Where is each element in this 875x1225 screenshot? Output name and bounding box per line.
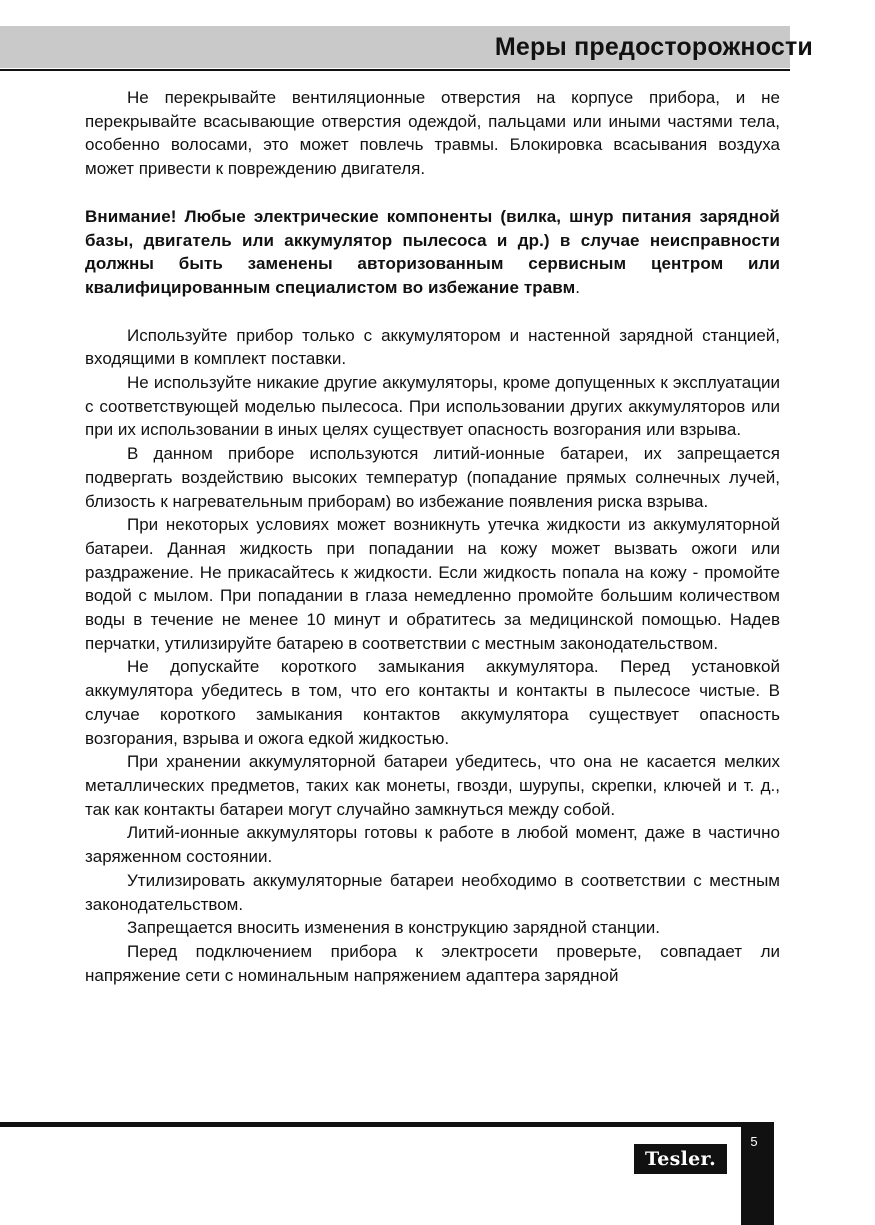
tesler-logo: Tesler. [634,1144,727,1174]
footer-divider [0,1122,742,1127]
paragraph-storage: При хранении аккумуляторной батареи убедитесь, что она не касается мелких металлических предметов, таких как монеты, гвозди, шурупы, скрепки, ключей и т. д., так как контакты батареи могут случайно замкнуться между собой. [85,752,780,819]
warning-text: Внимание! Любые электрические компоненты (вилка, шнур питания зарядной базы, двигатель или аккумулятор пылесоса и др.) в случае неисправности должны быть заменены авторизованным сервисным центром или квалифицированным специалистом во избежание травм [85,206,780,297]
warning-paragraph: Внимание! Любые электрические компоненты (вилка, шнур питания зарядной базы, двигатель или аккумулятор пылесоса и др.) в случае неисправности должны быть заменены авторизованным сервисным центром или квалифицированным специалистом во избежание травм. [85,206,780,297]
paragraph-voltage-check: Перед подключением прибора к электросети проверьте, совпадает ли напряжение сети с номинальным напряжением адаптера зарядной [85,941,780,985]
paragraph-lithium-heat: В данном приборе используются литий-ионные батареи, их запрещается подвергать воздействию высоких температур (попадание прямых солнечных лучей, близость к нагревательным приборам) во избежание появления риска взрыва. [85,444,780,511]
paragraph-leakage: При некоторых условиях может возникнуть утечка жидкости из аккумуляторной батареи. Данная жидкость при попадании на кожу может вызвать ожоги или раздражение. Не прикасайтесь к жидкости. Если жидкость попала на кожу - промойте водой с мылом. При попадании в глаза немедленно промойте большим количеством воды в течение не менее 10 минут и обратитесь за медицинской помощью. Надев перчатки, утилизируйте батарею в соответствии с местным законодательством. [85,515,780,653]
page-number: 5 [750,1134,758,1149]
paragraph-other-batteries: Не используйте никакие другие аккумуляторы, кроме допущенных к эксплуатации с соответствующей моделью пылесоса. При использовании других аккумуляторов или при их использовании в иных целях существует опасность возгорания или взрыва. [85,373,780,440]
paragraph-ventilation: Не перекрывайте вентиляционные отверстия на корпусе прибора, и не перекрывайте всасывающие отверстия одеждой, пальцами или иными частями тела, особенно волосами, это может повлечь травмы. Блокировка всасывания воздуха может привести к повреждению двигателя. [85,88,780,179]
body-text [85,86,780,987]
paragraph-ready: Литий-ионные аккумуляторы готовы к работе в любой момент, даже в частично заряженном состоянии. [85,823,780,867]
paragraph-original-battery: Используйте прибор только с аккумулятором и настенной зарядной станцией, входящими в комплект поставки. [85,325,780,369]
paragraph-short-circuit: Не допускайте короткого замыкания аккумулятора. Перед установкой аккумулятора убедитесь в том, что его контакты и контакты в пылесосе чистые. В случае короткого замыкания контактов аккумулятора существует опасность возгорания, взрыва и ожога едкой жидкостью. [85,657,780,748]
paragraph-no-modification: Запрещается вносить изменения в конструкцию зарядной станции. [127,918,661,938]
header-divider [0,69,790,71]
page-title: Меры предосторожности [494,33,813,61]
paragraph-disposal: Утилизировать аккумуляторные батареи необходимо в соответствии с местным законодательством. [85,870,780,914]
